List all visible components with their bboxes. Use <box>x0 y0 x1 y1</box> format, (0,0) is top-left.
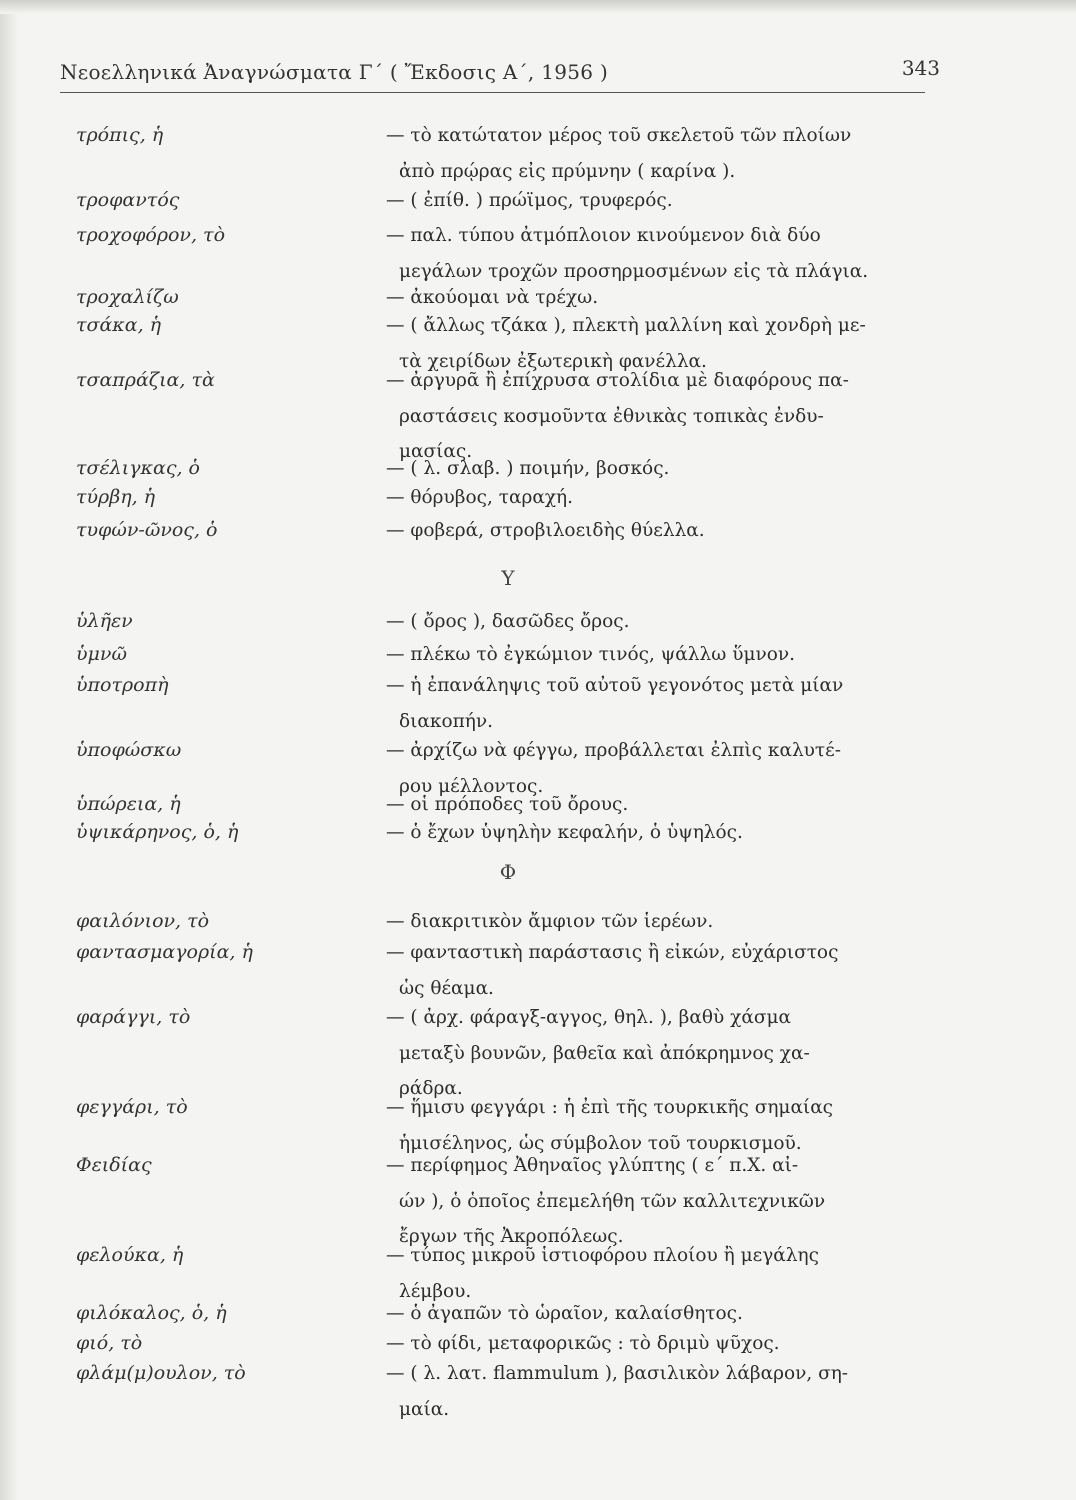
definition-line: λέμβου. <box>399 1280 472 1302</box>
entry-definition <box>386 218 946 289</box>
entry-term: φαιλόνιον, τὸ <box>76 910 210 932</box>
definition-line: ὡς θέαμα. <box>399 977 494 999</box>
definition-line: ών ), ὁ ὁποῖος ἐπεμελήθη τῶν καλλιτεχνικῶν <box>399 1190 826 1212</box>
entry-term: τρόπις, ἡ <box>76 124 164 146</box>
definition-line: — φανταστικὴ παράστασις ἢ εἰκών, εὐχάριστος <box>386 942 839 963</box>
definition-line: τὰ χειρίδων ἐξωτερικὴ φανέλλα. <box>399 350 707 372</box>
definition-line: — τὸ κατώτατον μέρος τοῦ σκελετοῦ τῶν πλοίων <box>386 125 852 146</box>
entry-definition <box>386 118 946 189</box>
entry-definition <box>386 604 946 640</box>
entry-term: ὑπώρεια, ἡ <box>76 793 181 815</box>
section-letter-upsilon: Υ <box>501 566 515 590</box>
definition-line: — ἥμισυ φεγγάρι : ἡ ἐπὶ τῆς τουρκικῆς σημαίας <box>386 1097 834 1118</box>
definition-line: — παλ. τύπου ἀτμόπλοιον κινούμενον διὰ δύο <box>386 225 821 246</box>
definition-line: ραστάσεις κοσμοῦντα ἐθνικὰς τοπικὰς ἐνδυ- <box>399 405 824 427</box>
definition-line: — τύπος μικροῦ ἱστιοφόρου πλοίου ἢ μεγάλης <box>386 1245 819 1266</box>
definition-line: — οἱ πρόποδες τοῦ ὄρους. <box>386 794 629 815</box>
definition-line: — ἀρχίζω νὰ φέγγω, προβάλλεται ἐλπὶς καλυτέ- <box>386 740 841 761</box>
entry-term: φλάμ(μ)ουλον, τὸ <box>76 1362 246 1384</box>
entry-definition <box>386 1356 946 1427</box>
definition-line: — ὁ ἔχων ὑψηλὴν κεφαλήν, ὁ ὑψηλός. <box>386 822 743 843</box>
entry-term: ὑμνῶ <box>76 643 127 665</box>
entry-term: φεγγάρι, τὸ <box>76 1096 188 1118</box>
definition-line: — ( ἐπίθ. ) πρώϊμος, τρυφερός. <box>386 190 673 211</box>
definition-line: — θόρυβος, ταραχή. <box>386 487 574 508</box>
entry-term: τσέλιγκας, ὁ <box>76 457 200 479</box>
definition-line: — περίφημος Ἀθηναῖος γλύπτης ( ε΄ π.Χ. αἰ- <box>386 1155 799 1176</box>
entry-term: τυφών-ῶνος, ὁ <box>76 519 218 541</box>
definition-line: μεταξὺ βουνῶν, βαθεῖα καὶ ἀπόκρημνος χα- <box>399 1042 810 1064</box>
definition-line: — ἡ ἐπανάληψις τοῦ αὐτοῦ γεγονότος μετὰ μίαν <box>386 675 844 696</box>
definition-line: — ἀργυρᾶ ἢ ἐπίχρυσα στολίδια μὲ διαφόρους πα- <box>386 370 849 391</box>
definition-line: ἔργων τῆς Ἀκροπόλεως. <box>399 1226 624 1247</box>
definition-line: ράδρα. <box>399 1078 463 1099</box>
definition-line: — ( λ. λατ. flammulum ), βασιλικὸν λάβαρον, ση- <box>386 1363 849 1384</box>
definition-line: ἡμισέληνος, ὡς σύμβολον τοῦ τουρκισμοῦ. <box>399 1132 802 1154</box>
definition-line: — ἀκούομαι νὰ τρέχω. <box>386 287 599 308</box>
entry-term: φιό, τὸ <box>76 1332 143 1354</box>
definition-line: — ὁ ἀγαπῶν τὸ ὡραῖον, καλαίσθητος. <box>386 1303 743 1324</box>
entry-term: φιλόκαλος, ὁ, ἡ <box>76 1302 227 1324</box>
definition-line: — ( ὄρος ), δασῶδες ὄρος. <box>386 611 630 632</box>
entry-term: ὑποτροπὴ <box>76 674 169 696</box>
entry-term: ὑποφώσκω <box>76 739 182 761</box>
entry-term: τροχαλίζω <box>76 286 179 308</box>
running-title: Νεοελληνικά Ἀναγνώσματα Γ΄ ( Ἔκδοσις Α΄, 1956 ) <box>60 60 609 84</box>
entry-term: φαντασμαγορία, ἡ <box>76 941 253 963</box>
entry-definition <box>386 513 946 549</box>
page-number: 343 <box>901 56 940 80</box>
entry-definition <box>386 183 946 219</box>
entry-definition <box>386 815 946 851</box>
definition-line: — τὸ φίδι, μεταφορικῶς : τὸ δριμὺ ψῦχος. <box>386 1333 780 1354</box>
definition-line: μασίας. <box>399 441 473 462</box>
definition-line: μεγάλων τροχῶν προσηρμοσμένων εἰς τὰ πλάγια. <box>399 260 869 282</box>
entry-term: τσάκα, ἡ <box>76 314 162 336</box>
entry-definition <box>386 935 946 1006</box>
entry-term: ὑψικάρηνος, ὁ, ἡ <box>76 821 239 843</box>
definition-line: — ( ἄλλως τζάκα ), πλεκτὴ μαλλίνη καὶ χονδρὴ με- <box>386 315 866 336</box>
entry-definition <box>386 668 946 739</box>
definition-line: μαία. <box>399 1398 450 1420</box>
definition-line: — ( λ. σλαβ. ) ποιμήν, βοσκός. <box>386 458 670 479</box>
entry-term: Φειδίας <box>76 1154 152 1176</box>
entry-term: τύρβη, ἡ <box>76 486 156 508</box>
entry-term: τροχοφόρον, τὸ <box>76 224 226 246</box>
entry-term: φαράγγι, τὸ <box>76 1006 191 1028</box>
definition-line: — διακριτικὸν ἄμφιον τῶν ἱερέων. <box>386 911 714 932</box>
definition-line: ἀπὸ πρῴρας εἰς πρύμνην ( καρίνα ). <box>399 160 736 182</box>
definition-line: διακοπήν. <box>399 710 493 732</box>
entry-term: ὑλῆεν <box>76 610 133 632</box>
entry-term: φελούκα, ἡ <box>76 1244 184 1266</box>
entry-definition <box>386 480 946 516</box>
definition-line: — πλέκω τὸ ἐγκώμιον τινός, ψάλλω ὕμνον. <box>386 644 795 665</box>
section-letter-phi: Φ <box>499 860 517 884</box>
definition-line: — ( ἀρχ. φάραγξ-αγγος, θηλ. ), βαθὺ χάσμα <box>386 1007 791 1028</box>
definition-line: ρου μέλλοντος. <box>399 775 544 797</box>
definition-line: — φοβερά, στροβιλοειδὴς θύελλα. <box>386 520 705 541</box>
entry-term: τροφαντός <box>76 189 180 211</box>
entry-term: τσαπράζια, τὰ <box>76 369 215 391</box>
